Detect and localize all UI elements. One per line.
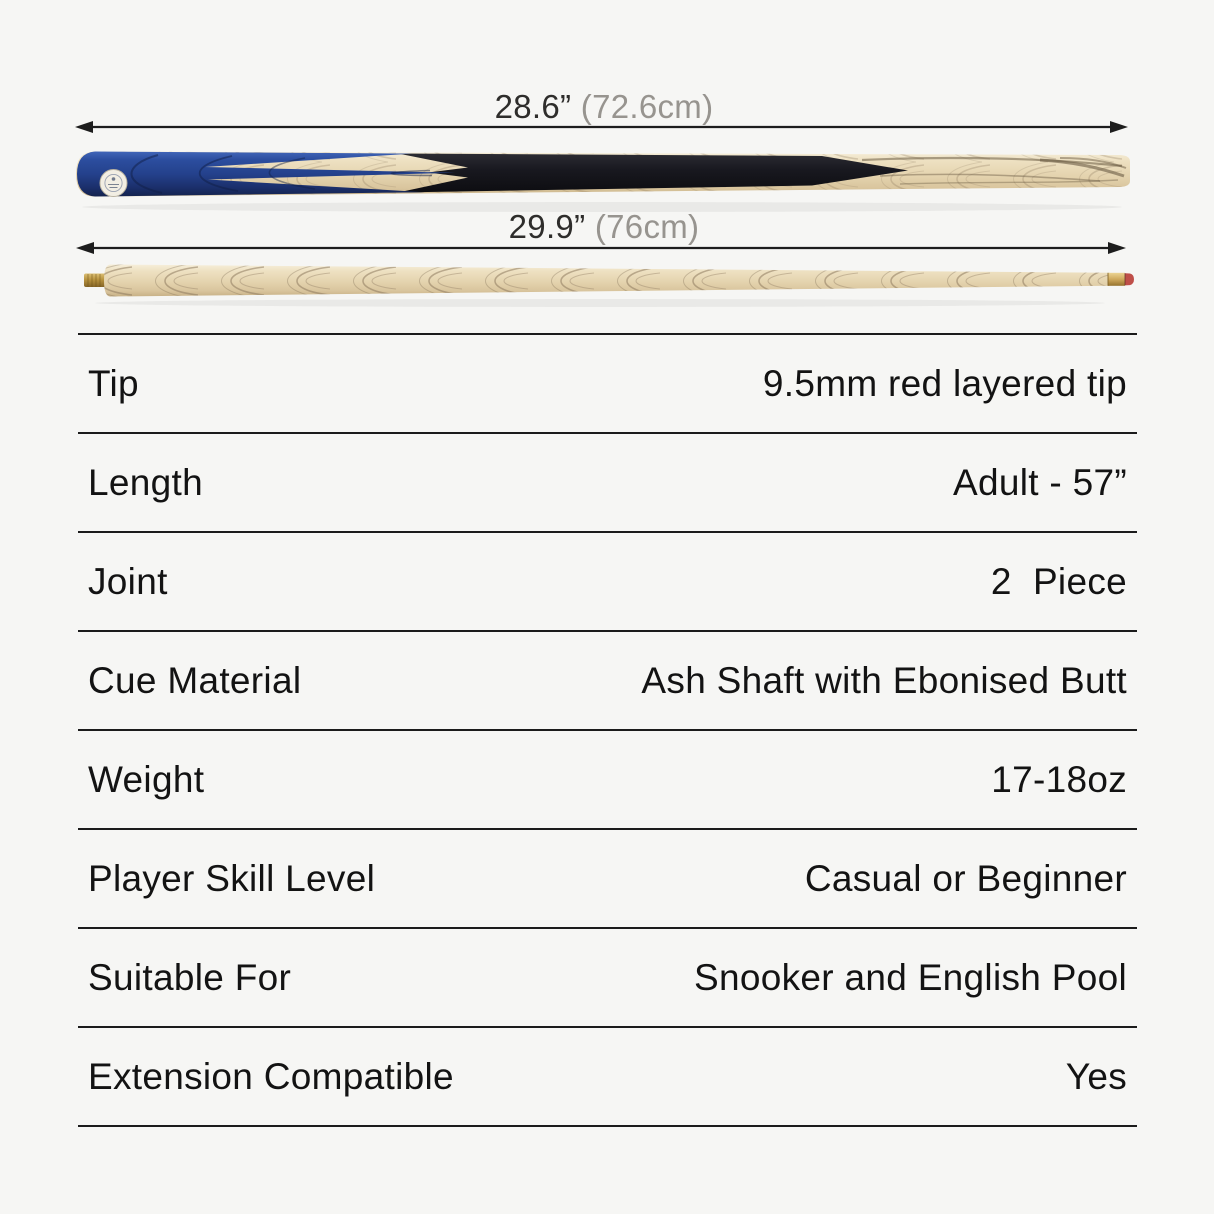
- spec-value: Snooker and English Pool: [694, 956, 1127, 998]
- spec-value: Casual or Beginner: [804, 857, 1127, 899]
- spec-row-joint: [78, 531, 1137, 630]
- cue-tip: [1125, 273, 1134, 285]
- spec-row-weight: [78, 729, 1137, 828]
- spec-value: 9.5mm red layered tip: [762, 362, 1127, 404]
- spec-value: Ash Shaft with Ebonised Butt: [641, 659, 1127, 701]
- butt-length-metric: (72.6cm): [571, 88, 714, 125]
- shaft-length-metric: (76cm): [585, 208, 700, 245]
- spec-value: 17-18oz: [991, 758, 1127, 800]
- spec-row-extension-compatible: [78, 1026, 1137, 1125]
- spec-label: Player Skill Level: [88, 857, 376, 899]
- spec-label: Weight: [88, 758, 205, 800]
- ferrule: [1108, 273, 1125, 286]
- spec-label: Tip: [88, 362, 139, 404]
- spec-label: Suitable For: [88, 956, 292, 998]
- cue-diagram: [0, 0, 1214, 330]
- spec-row-tip: [78, 333, 1137, 432]
- shaft-length-imperial: 29.9”: [508, 208, 586, 245]
- spec-label: Joint: [88, 560, 168, 602]
- spec-table: [78, 333, 1137, 1127]
- shaft-dimension-arrow: [76, 242, 1126, 254]
- spec-value: Adult - 57”: [953, 461, 1127, 503]
- spec-row-cue-material: [78, 630, 1137, 729]
- cue-butt-image: [76, 152, 1130, 197]
- brand-badge-icon: [100, 170, 127, 197]
- spec-row-player-skill-level: [78, 828, 1137, 927]
- joint-screw: [84, 274, 106, 288]
- spec-label: Extension Compatible: [88, 1055, 454, 1097]
- spec-value: Yes: [1065, 1055, 1127, 1097]
- butt-length-imperial: 28.6”: [494, 88, 572, 125]
- spec-value: 2 Piece: [990, 560, 1127, 602]
- spec-row-length: [78, 432, 1137, 531]
- spec-label: Length: [88, 461, 203, 503]
- spec-label: Cue Material: [88, 659, 302, 701]
- spec-row-suitable-for: [78, 927, 1137, 1026]
- cue-shaft-image: [84, 265, 1134, 297]
- butt-dimension-arrow: [75, 121, 1128, 133]
